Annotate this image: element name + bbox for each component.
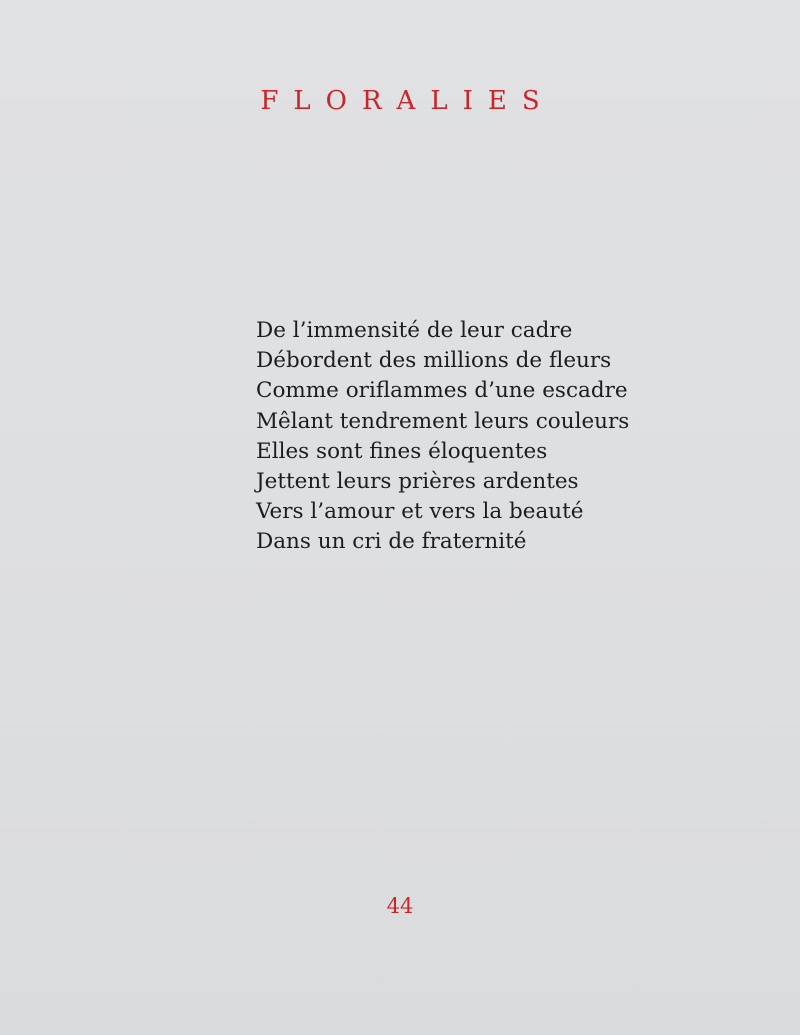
poem-line: Jettent leurs prières ardentes (256, 469, 579, 495)
poem-line: Comme oriflammes d’une escadre (256, 378, 628, 404)
poem-title: FLORALIES (260, 86, 555, 116)
page-number: 44 (386, 894, 414, 918)
poem-line: Vers l’amour et vers la beauté (256, 499, 584, 525)
poem-line: Dans un cri de fraternité (256, 529, 527, 555)
poem-line: Elles sont fines éloquentes (256, 438, 548, 464)
poem-line: De l’immensité de leur cadre (256, 318, 573, 343)
poem-body (256, 316, 776, 558)
poem-line: Débordent des millions de fleurs (256, 348, 612, 374)
poem-line: Mêlant tendrement leurs couleurs (256, 408, 630, 434)
